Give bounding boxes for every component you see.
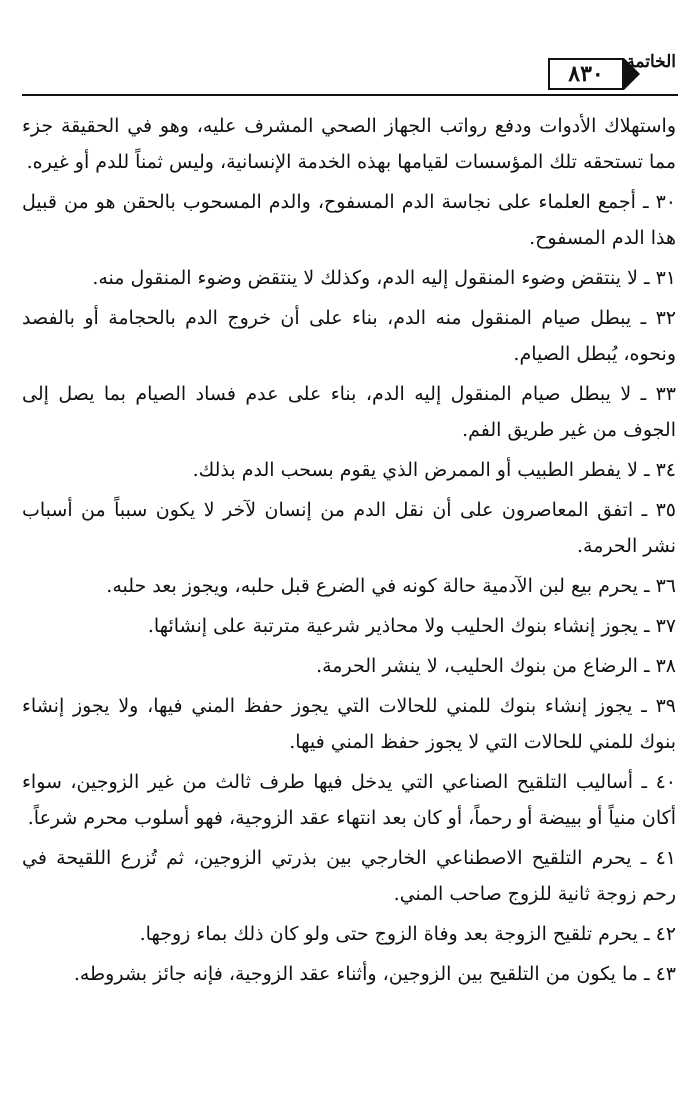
- paragraph-item-30: ٣٠ ـ أجمع العلماء على نجاسة الدم المسفوح، والدم المسحوب بالحقن هو من قبيل هذا الدم المسفوح.: [22, 191, 676, 249]
- paragraph-item-34: ٣٤ ـ لا يفطر الطبيب أو الممرض الذي يقوم بسحب الدم بذلك.: [192, 459, 676, 481]
- paragraph-item-35: ٣٥ ـ اتفق المعاصرون على أن نقل الدم من إنسان لآخر لا يكون سبباً من أسباب نشر الحرمة.: [22, 499, 676, 557]
- paragraph-item-37: ٣٧ ـ يجوز إنشاء بنوك الحليب ولا محاذير شرعية مترتبة على إنشائها.: [147, 615, 676, 637]
- paragraph-item-39: ٣٩ ـ يجوز إنشاء بنوك للمني للحالات التي يجوز حفظ المني فيها، ولا يجوز إنشاء بنوك للمني للحالات التي لا يجوز حفظ المني فيها.: [22, 695, 676, 753]
- paragraph-item-32: ٣٢ ـ يبطل صيام المنقول منه الدم، بناء على أن خروج الدم بالحجامة أو بالفصد ونحوه، يُبطل الصيام.: [22, 307, 676, 365]
- section-title: الخاتمة: [626, 52, 676, 72]
- paragraph-item-43: ٤٣ ـ ما يكون من التلقيح بين الزوجين، وأثناء عقد الزوجية، فإنه جائز بشروطه.: [73, 963, 676, 985]
- paragraph-item-40: ٤٠ ـ أساليب التلقيح الصناعي التي يدخل فيها طرف ثالث من غير الزوجين، سواء أكان منياً أو بييضة أو رحماً، أو كان بعد انتهاء عقد الزوجية، فهو أسلوب محرم شرعاً.: [22, 771, 676, 829]
- paragraph-item-41: ٤١ ـ يحرم التلقيح الاصطناعي الخارجي بين بذرتي الزوجين، ثم تُزرع اللقيحة في رحم زوجة ثانية للزوج صاحب المني.: [22, 847, 676, 905]
- header-divider: [22, 94, 678, 96]
- paragraph-item-38: ٣٨ ـ الرضاع من بنوك الحليب، لا ينشر الحرمة.: [316, 655, 676, 677]
- paragraph-item-31: ٣١ ـ لا ينتقض وضوء المنقول إليه الدم، وكذلك لا ينتقض وضوء المنقول منه.: [92, 267, 676, 289]
- paragraph-intro: واستهلاك الأدوات ودفع رواتب الجهاز الصحي المشرف عليه، وهو في الحقيقة جزء مما تستحقه تلك المؤسسات لقيامها بهذه الخدمة الإنسانية، وليس ثمناً للدم أو غيره.: [22, 115, 676, 173]
- page-body: [22, 108, 676, 996]
- paragraph-item-42: ٤٢ ـ يحرم تلقيح الزوجة بعد وفاة الزوج حتى ولو كان ذلك بماء زوجها.: [139, 923, 676, 945]
- paragraph-item-33: ٣٣ ـ لا يبطل صيام المنقول إليه الدم، بناء على عدم فساد الصيام بما يصل إلى الجوف من غير طريق الفم.: [22, 383, 676, 441]
- page-number: ٨٣٠: [548, 58, 624, 90]
- paragraph-item-36: ٣٦ ـ يحرم بيع لبن الآدمية حالة كونه في الضرع قبل حلبه، ويجوز بعد حلبه.: [106, 575, 676, 597]
- page-header: [0, 0, 698, 100]
